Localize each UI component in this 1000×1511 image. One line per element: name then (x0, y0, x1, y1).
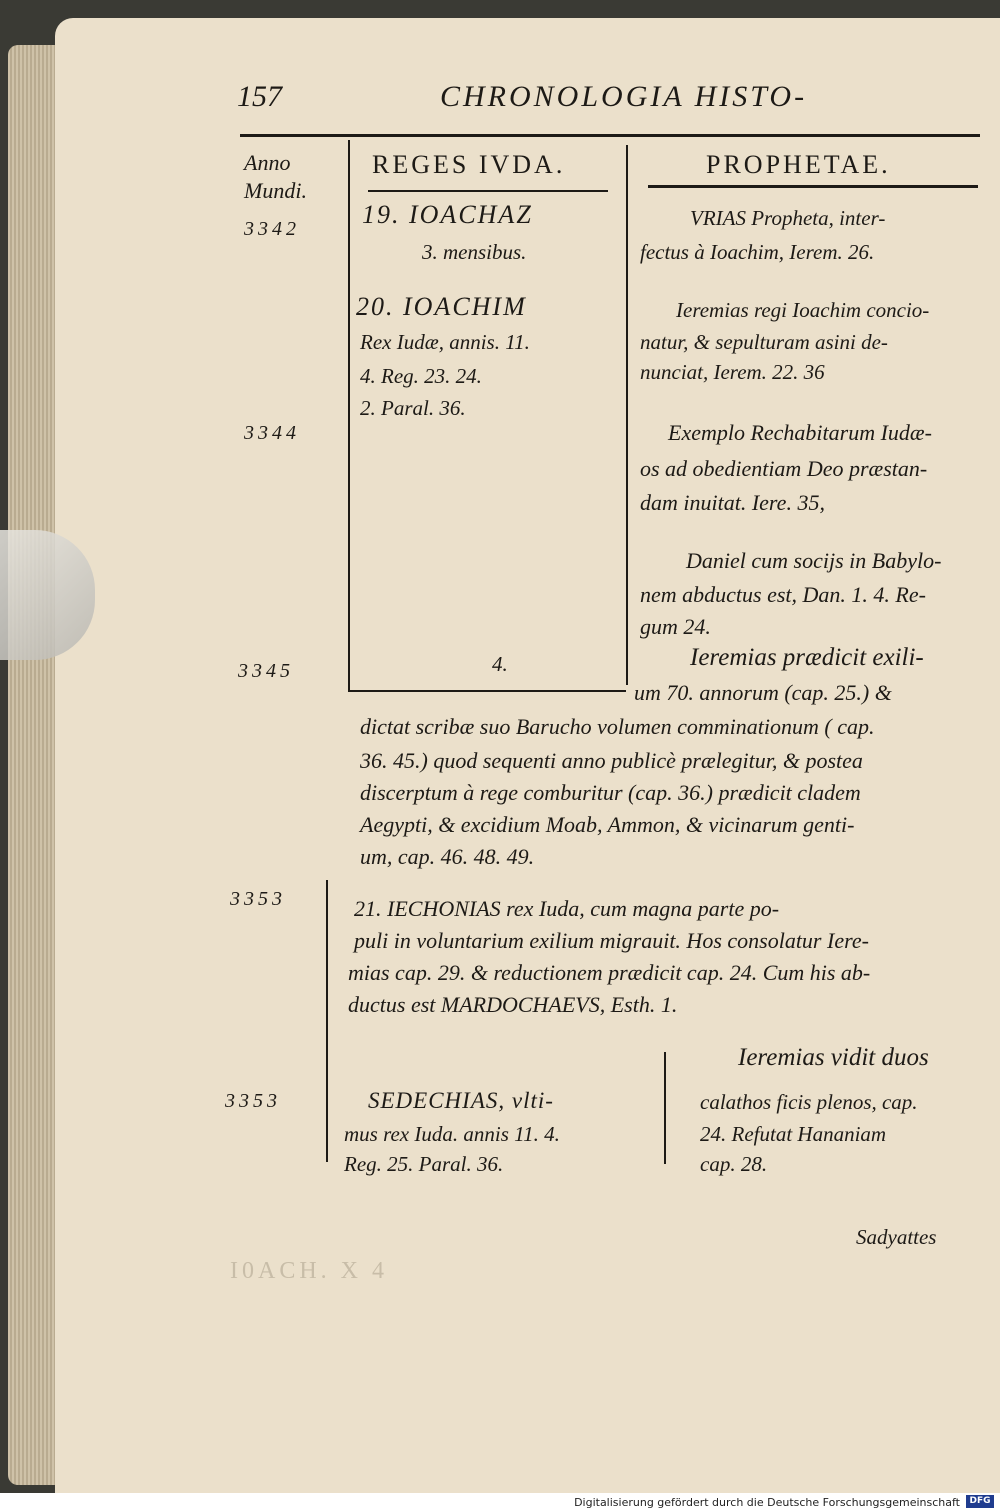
ieremias-final-line3: 24. Refutat Hananiam (700, 1122, 887, 1146)
wide-para2-line2: puli in voluntarium exilium migrauit. Hos consolatur Iere- (354, 928, 869, 953)
prophetae-ieremias-exile-line2: um 70. annorum (cap. 25.) & (634, 680, 892, 705)
reges-ioachim-line2: Rex Iudæ, annis. 11. (360, 330, 530, 354)
wide-para1-line4: Aegypti, & excidium Moab, Ammon, & vicinarum genti- (360, 812, 855, 837)
dfg-logo: DFG (966, 1495, 994, 1508)
prophetae-ieremias-1-line2: natur, & sepulturam asini de- (640, 330, 888, 354)
reges-ioachaz-duration: 3. mensibus. (422, 240, 527, 264)
reges-heading-rule (368, 190, 608, 192)
wide-para1-line1: dictat scribæ suo Barucho volumen comminationum ( cap. (360, 714, 875, 739)
running-title: CHRONOLOGIA HISTO- (440, 80, 808, 113)
sedechias-line1: SEDECHIAS, vlti- (368, 1088, 554, 1113)
ieremias-final-line4: cap. 28. (700, 1152, 768, 1176)
reges-ioachim-line3: 4. Reg. 23. 24. (360, 364, 482, 388)
reges-ioachaz: 19. IOACHAZ (362, 200, 533, 229)
reges-ioachim-line4: 2. Paral. 36. (360, 396, 466, 420)
header-rule (240, 134, 980, 137)
sedechias-line2: mus rex Iuda. annis 11. 4. (344, 1122, 560, 1146)
prophetae-rechab-line3: dam inuitat. Iere. 35, (640, 490, 825, 515)
reges-heading: REGES IVDA. (372, 150, 566, 179)
prophetae-urias: VRIAS Propheta, inter- (690, 206, 886, 230)
year-3345: 3345 (238, 660, 294, 682)
wide-para1-line2: 36. 45.) quod sequenti anno publicè prælegitur, & postea (360, 748, 863, 773)
year-3342: 3342 (244, 218, 300, 240)
year-3353-a: 3353 (230, 888, 286, 910)
ieremias-final-line1: Ieremias vidit duos (738, 1044, 929, 1071)
mid-rule (350, 690, 626, 692)
prophetae-rechab: Exemplo Rechabitarum Iudæ- (668, 420, 932, 445)
wide-para2-line1: 21. IECHONIAS rex Iuda, cum magna parte po- (354, 896, 780, 921)
year-3344: 3344 (244, 422, 300, 444)
wide-para1-line5: um, cap. 46. 48. 49. (360, 844, 535, 869)
wide-para2-line4: ductus est MARDOCHAEVS, Esth. 1. (348, 992, 678, 1017)
prophetae-urias-line2: fectus à Ioachim, Ierem. 26. (640, 240, 875, 264)
ieremias-final-line2: calathos ficis plenos, cap. (700, 1090, 918, 1114)
prophetae-ieremias-1: Ieremias regi Ioachim concio- (676, 298, 930, 322)
prophetae-ieremias-exile: Ieremias prædicit exili- (690, 644, 924, 671)
prophetae-heading-rule (648, 185, 978, 188)
prophetae-ieremias-1-line3: nunciat, Ierem. 22. 36 (640, 360, 825, 384)
sedechias-line3: Reg. 25. Paral. 36. (344, 1152, 504, 1176)
anno-label: Anno (244, 150, 291, 175)
prophetae-daniel-line2: nem abductus est, Dan. 1. 4. Re- (640, 582, 926, 607)
prophetae-rechab-line2: os ad obedientiam Deo præstan- (640, 456, 928, 481)
wide-para1-line3: discerptum à rege comburitur (cap. 36.) prædicit cladem (360, 780, 861, 805)
left-column-rule (348, 140, 350, 692)
reges-numeral-4: 4. (492, 652, 508, 676)
catchword: Sadyattes (856, 1225, 937, 1249)
page-number: 157 (237, 80, 282, 113)
lower-left-rule (326, 880, 328, 1162)
lower-middle-rule (664, 1052, 666, 1164)
prophetae-daniel-line3: gum 24. (640, 614, 711, 639)
mundi-label: Mundi. (244, 178, 307, 203)
wide-para2-line3: mias cap. 29. & reductionem prædicit cap. 24. Cum his ab- (348, 960, 871, 985)
middle-column-rule (626, 145, 628, 685)
prophetae-daniel: Daniel cum socijs in Babylo- (686, 548, 942, 573)
reges-ioachim: 20. IOACHIM (356, 292, 527, 321)
year-3353-b: 3353 (225, 1090, 281, 1112)
prophetae-heading: PROPHETAE. (706, 150, 891, 179)
footer-credit: Digitalisierung gefördert durch die Deutsche Forschungsgemeinschaft (574, 1496, 960, 1509)
bleed-through-text: I0ACH. X 4 (230, 1258, 388, 1284)
